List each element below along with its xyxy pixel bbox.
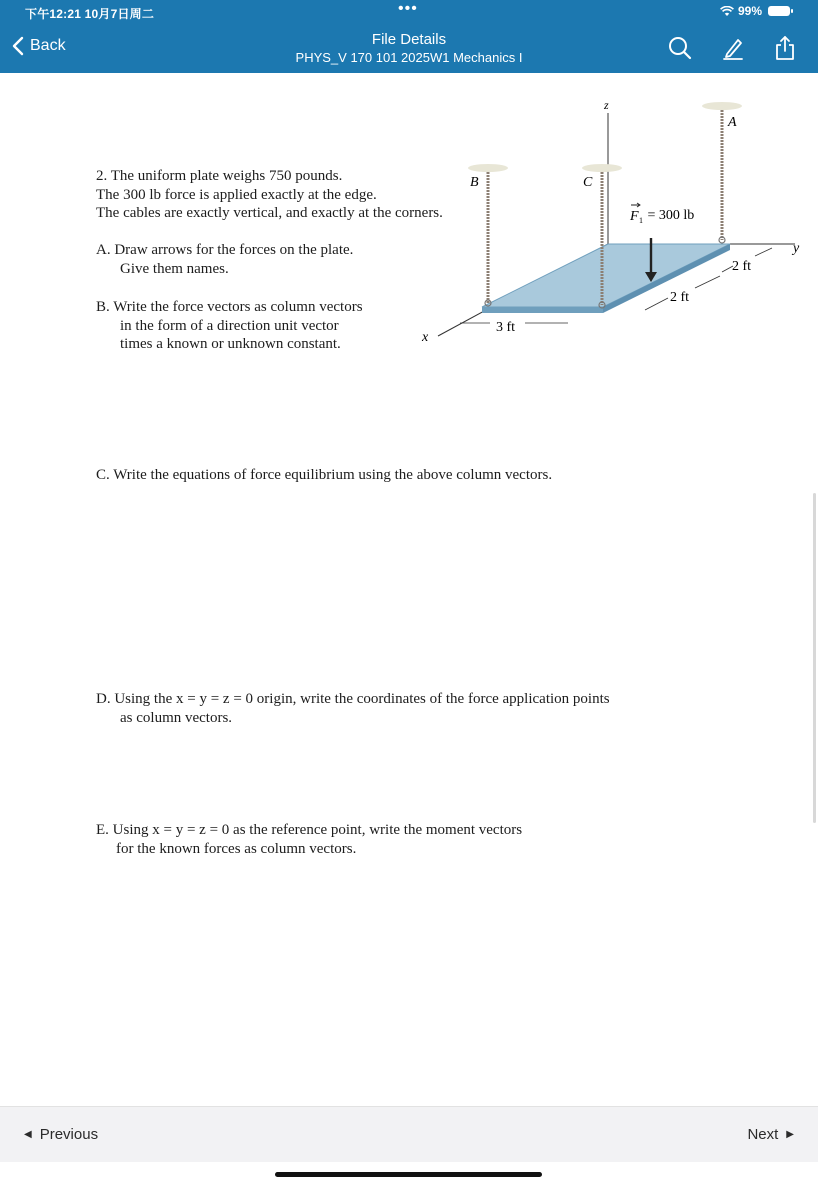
mount-b <box>468 164 508 172</box>
scrollbar[interactable] <box>813 493 816 823</box>
part-b-line-2: in the form of a direction unit vector <box>120 318 339 334</box>
chevron-left-icon <box>12 36 24 56</box>
part-d-line-1: D. Using the x = y = z = 0 origin, write the coordinates of the force application points <box>96 691 610 707</box>
share-icon <box>772 34 798 62</box>
back-button[interactable] <box>12 36 66 56</box>
part-e-line-1: E. Using x = y = z = 0 as the reference point, write the moment vectors <box>96 822 523 838</box>
plate-front-edge <box>482 307 603 313</box>
mount-c <box>582 164 622 172</box>
next-button[interactable] <box>747 1126 794 1143</box>
dim-2ft-front-left <box>645 298 668 310</box>
multitask-dots[interactable]: ••• <box>398 0 418 17</box>
search-button[interactable] <box>667 34 693 62</box>
point-b-label: B <box>470 175 479 190</box>
force-value: = 300 lb <box>644 208 695 223</box>
part-e-line-2: for the known forces as column vectors. <box>116 841 357 857</box>
page-title: File Details <box>371 31 447 48</box>
dim-2ft-front-label: 2 ft <box>670 290 690 305</box>
bottom-nav <box>0 1106 818 1162</box>
part-a-line-2: Give them names. <box>120 261 229 277</box>
part-b-line-3: times a known or unknown constant. <box>120 336 341 352</box>
title-block <box>0 31 818 66</box>
x-axis-label: x <box>422 330 429 345</box>
vector-arrow-icon <box>631 203 640 207</box>
course-subtitle: PHYS_V 170 101 2025W1 Mechanics I <box>295 50 523 65</box>
search-icon <box>667 34 693 62</box>
battery-percent: 99% <box>737 4 762 18</box>
share-button[interactable] <box>772 34 798 62</box>
home-indicator[interactable] <box>275 1172 542 1177</box>
dim-2ft-back-right <box>755 248 772 256</box>
dim-3ft-label: 3 ft <box>496 320 516 335</box>
next-label: Next <box>747 1126 779 1143</box>
part-b-line-1: B. Write the force vectors as column vectors <box>96 299 363 315</box>
wifi-icon <box>720 6 734 17</box>
plate-figure <box>405 93 805 353</box>
annotate-button[interactable] <box>720 34 746 62</box>
previous-label: Previous <box>39 1126 99 1143</box>
plate-top <box>482 244 730 307</box>
status-right <box>720 4 790 18</box>
back-label: Back <box>30 37 66 54</box>
status-time: 下午12:21 10月7日周二 <box>25 7 155 21</box>
mount-a <box>702 102 742 110</box>
header-bar <box>0 0 818 73</box>
problem-intro: 2. The uniform plate weighs 750 pounds. <box>96 168 343 184</box>
battery-icon <box>768 6 790 16</box>
pen-icon <box>720 34 746 62</box>
dim-2ft-back-label: 2 ft <box>732 259 752 274</box>
dim-2ft-front-right <box>695 276 720 288</box>
force-subscript: 1 <box>639 216 643 225</box>
problem-line-2: The 300 lb force is applied exactly at the edge. <box>96 187 377 203</box>
part-d-line-2: as column vectors. <box>120 710 233 726</box>
previous-button[interactable] <box>24 1126 98 1143</box>
z-axis-label: z <box>604 98 609 112</box>
triangle-right-icon: ▶ <box>786 1129 794 1140</box>
triangle-left-icon: ◀ <box>24 1129 32 1140</box>
document-page[interactable] <box>0 73 818 1106</box>
part-c-line-1: C. Write the equations of force equilibrium using the above column vectors. <box>96 467 553 483</box>
part-a-line-1: A. Draw arrows for the forces on the plate. <box>96 242 354 258</box>
point-c-label: C <box>583 175 593 190</box>
point-a-label: A <box>728 115 737 130</box>
force-symbol: F <box>630 209 639 224</box>
problem-line-3: The cables are exactly vertical, and exactly at the corners. <box>96 205 443 221</box>
y-axis-label: y <box>793 241 800 256</box>
